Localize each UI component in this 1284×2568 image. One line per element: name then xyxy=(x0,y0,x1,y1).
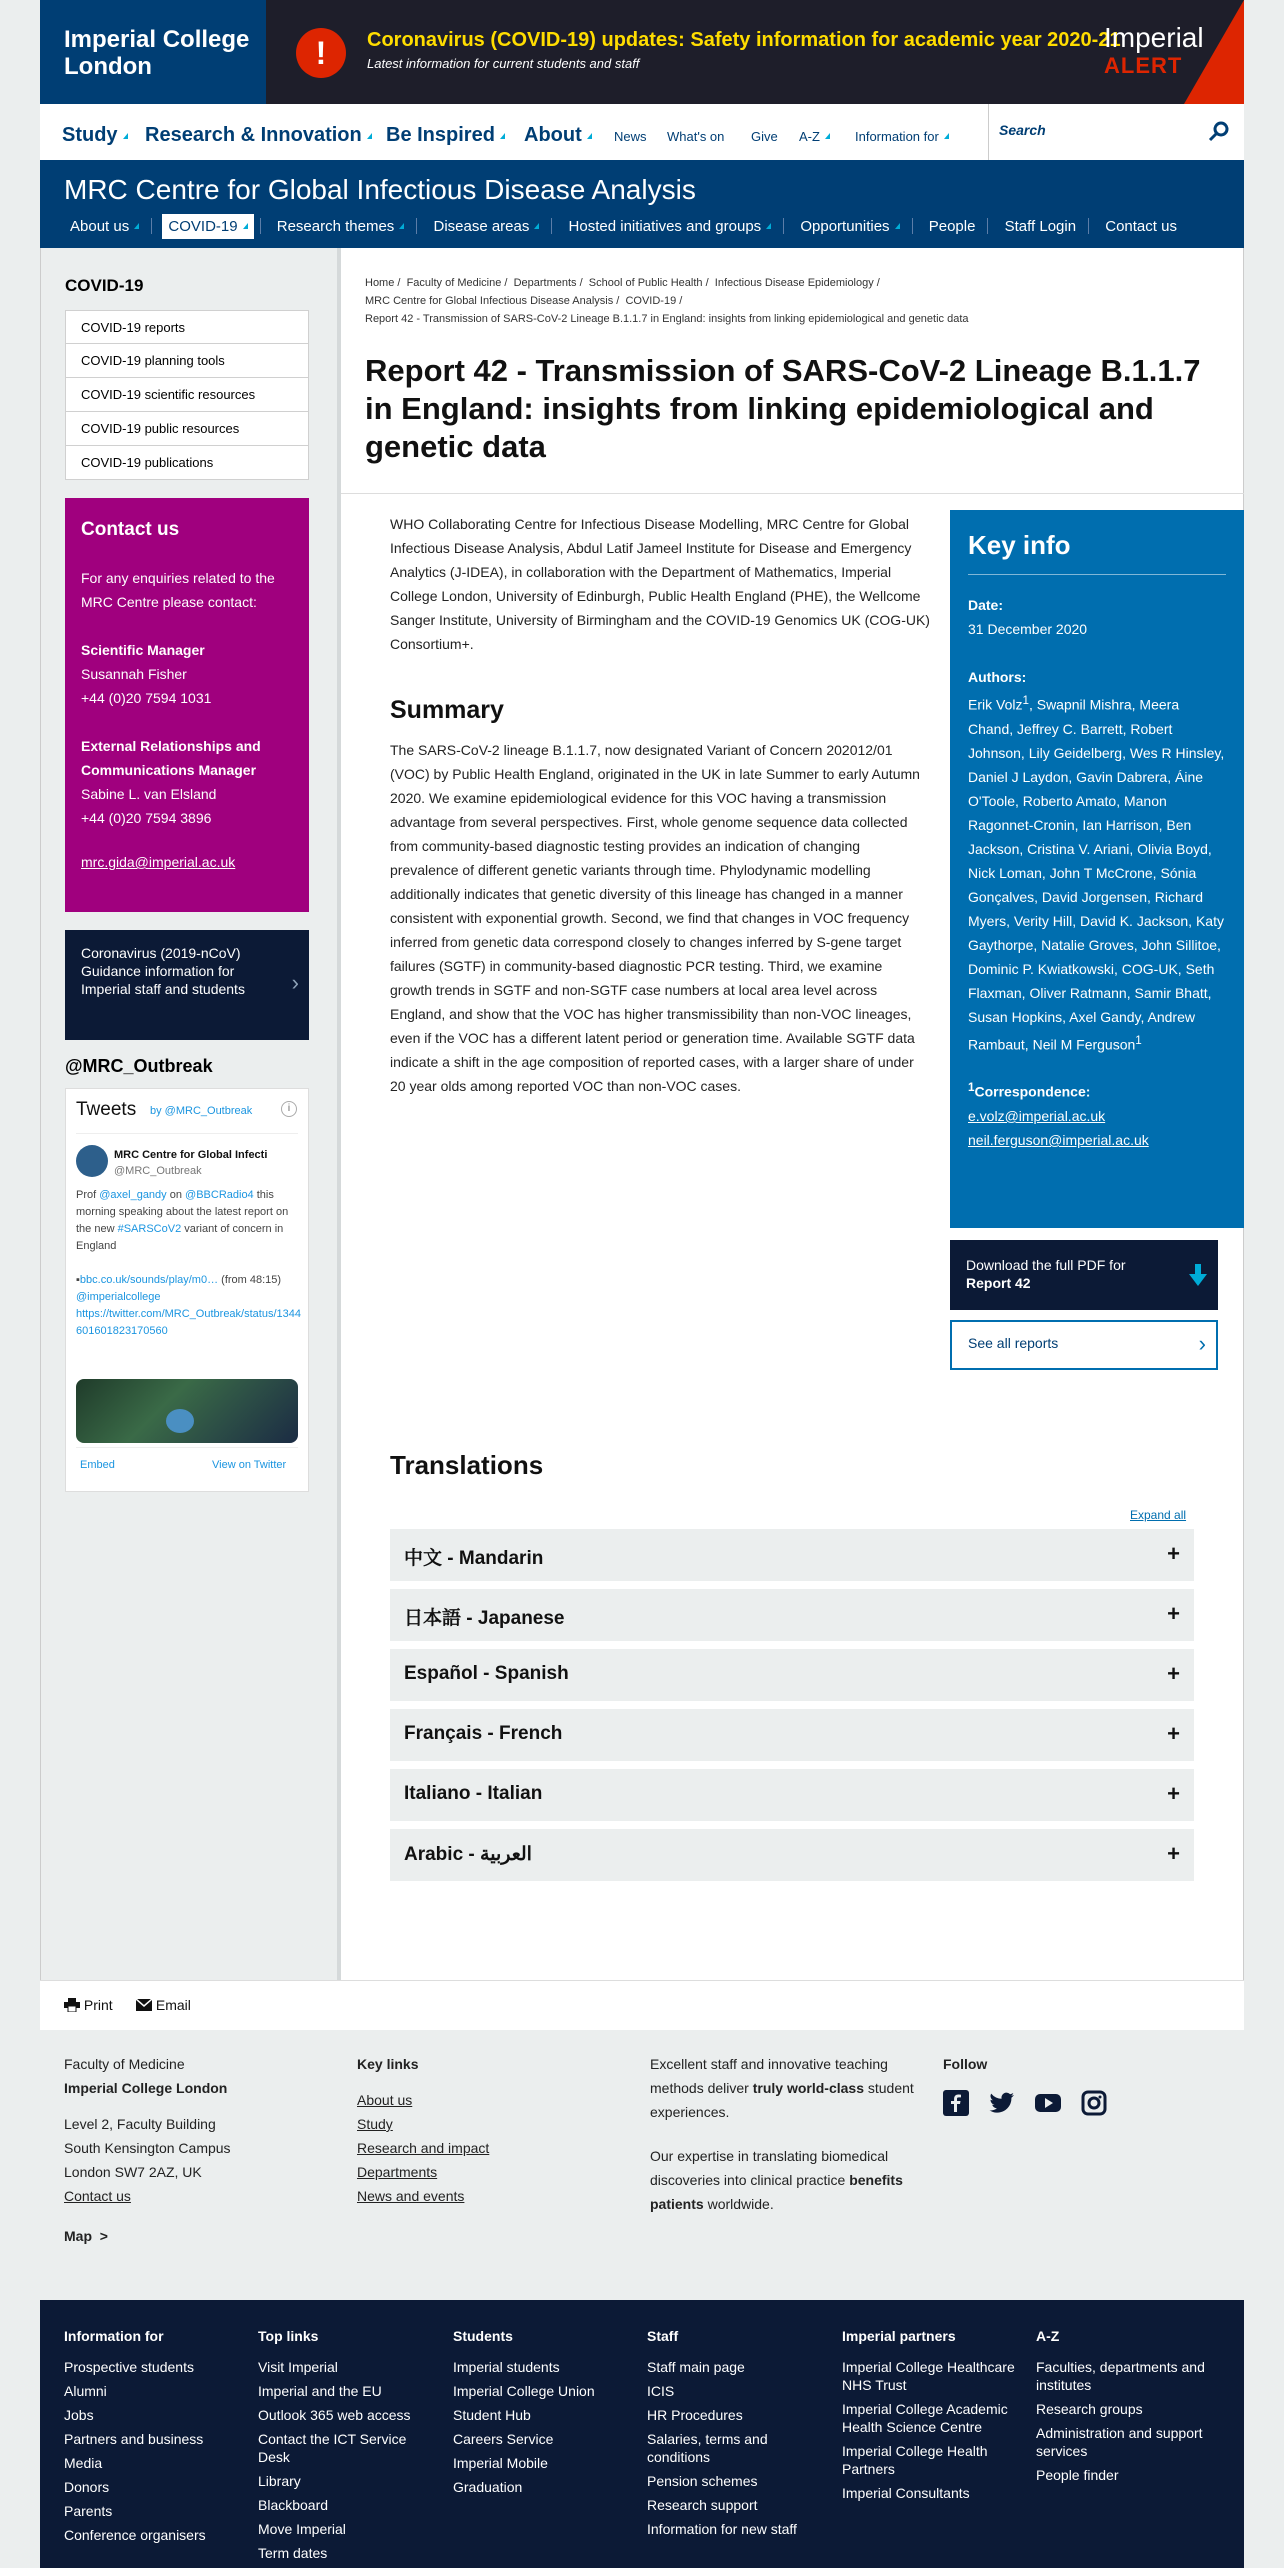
footer-blurb-text: worldwide. xyxy=(703,2196,774,2212)
alert-corner-decoration xyxy=(1184,0,1244,104)
avatar[interactable] xyxy=(76,1145,108,1177)
footer-blurb-text: Our expertise in translating biomedical discoveries into clinical practice xyxy=(650,2148,889,2188)
nav-divider xyxy=(551,218,552,234)
nav-divider xyxy=(151,218,152,234)
footer-blurb-2 xyxy=(650,2144,935,2216)
footer-column-heading: Information for xyxy=(64,2328,164,2344)
divider xyxy=(76,1447,298,1448)
contact-role-2: External Relationships and Communications Manager xyxy=(81,738,261,778)
print-label: Print xyxy=(83,1997,113,2013)
footer-link[interactable]: Administration and support services xyxy=(1036,2425,1203,2459)
department-navigation xyxy=(64,214,1189,239)
dept-nav-about-us[interactable] xyxy=(64,214,145,239)
caret-icon xyxy=(399,223,404,229)
accordion-italian[interactable] xyxy=(390,1769,1194,1821)
email-label: Email xyxy=(155,1997,191,2013)
authors-list xyxy=(968,689,1226,1056)
facebook-icon[interactable] xyxy=(943,2090,969,2116)
plus-icon: + xyxy=(1167,1721,1180,1746)
tweet-text-part: variant of concern in England xyxy=(76,1223,284,1252)
alert-bar xyxy=(40,0,1244,104)
footer-column-heading: Students xyxy=(453,2328,513,2344)
footer-column-imperial-partners xyxy=(842,2324,1022,2508)
covid-guidance-link[interactable] xyxy=(65,930,309,1040)
plus-icon: + xyxy=(1167,1841,1180,1866)
footer-key-link[interactable]: Research and impact xyxy=(357,2140,490,2156)
footer-link[interactable]: Jobs xyxy=(64,2407,94,2423)
footer-address-line: South Kensington Campus xyxy=(64,2140,231,2156)
accordion-arabic[interactable] xyxy=(390,1829,1194,1881)
tweets-by-link[interactable]: by @MRC_Outbreak xyxy=(150,1105,253,1117)
sidebar-item-reports[interactable]: COVID-19 reports xyxy=(65,310,309,344)
breadcrumb-separator: / xyxy=(702,277,715,289)
contact-intro: For any enquiries related to the MRC Centre please contact: xyxy=(81,570,275,610)
chevron-right-icon: > xyxy=(99,2228,108,2244)
department-title: MRC Centre for Global Infectious Disease Analysis xyxy=(64,174,696,205)
footer-link[interactable]: Careers Service xyxy=(453,2431,554,2447)
sidebar xyxy=(41,248,341,1980)
divider xyxy=(76,1133,298,1134)
page-title: Report 42 - Transmission of SARS-CoV-2 Lineage B.1.1.7 in England: insights from linking epidemiological and genetic data xyxy=(365,353,1201,464)
covid-guidance-label: Coronavirus (2019-nCoV) Guidance information for Imperial staff and students xyxy=(81,945,245,997)
tweet-text-part: on xyxy=(166,1189,186,1201)
translations-heading: Translations xyxy=(390,1450,544,1480)
footnote-marker: 1 xyxy=(1135,1033,1142,1047)
footer-contact-link[interactable]: Contact us xyxy=(64,2188,131,2204)
tweet-text-part: this morning speaking about the latest report on the new xyxy=(76,1189,289,1235)
tweet-mention-link[interactable]: @BBCRadio4 xyxy=(185,1189,254,1201)
footer-link[interactable]: Student Hub xyxy=(453,2407,531,2423)
tweet-account-handle: @MRC_Outbreak xyxy=(114,1165,202,1177)
footer-key-links-heading: Key links xyxy=(357,2056,419,2072)
envelope-icon xyxy=(136,1999,152,2011)
contact-name-1: Susannah Fisher xyxy=(81,666,187,682)
nav-whats-on[interactable]: What's on xyxy=(667,129,725,144)
contact-name-2: Sabine L. van Elsland xyxy=(81,786,217,802)
logo-line-1: Imperial College xyxy=(64,26,250,53)
tweet-mention-link[interactable]: @imperialcollege xyxy=(76,1291,161,1303)
nav-research-label: Research & Innovation xyxy=(145,124,362,146)
correspondence-label-text: Correspondence: xyxy=(974,1083,1091,1100)
footer-link[interactable]: Alumni xyxy=(64,2383,107,2399)
view-on-twitter-link[interactable]: View on Twitter xyxy=(212,1459,287,1471)
chevron-right-icon: › xyxy=(291,970,299,995)
plus-icon: + xyxy=(1167,1661,1180,1686)
caret-icon xyxy=(587,133,592,139)
footer-link[interactable]: Imperial Consultants xyxy=(842,2485,970,2501)
footer-link[interactable]: Media xyxy=(64,2455,103,2471)
footer-column-heading: Top links xyxy=(258,2328,319,2344)
contact-heading: Contact us xyxy=(81,519,180,540)
contact-email-link[interactable]: mrc.gida@imperial.ac.uk xyxy=(81,854,236,870)
breadcrumb-item[interactable]: School of Public Health xyxy=(588,277,703,289)
sidebar-links xyxy=(65,310,309,480)
footer-link[interactable]: Outlook 365 web access xyxy=(258,2407,411,2423)
footer-link[interactable]: Term dates xyxy=(258,2545,328,2561)
caret-icon xyxy=(123,133,128,139)
dept-nav-staff-login[interactable]: Staff Login xyxy=(1004,218,1077,235)
search-icon[interactable] xyxy=(1207,120,1231,144)
see-all-reports-button[interactable] xyxy=(950,1320,1218,1370)
accordion-french[interactable] xyxy=(390,1709,1194,1761)
footer-link[interactable]: Imperial College Healthcare NHS Trust xyxy=(842,2359,1015,2393)
caret-icon xyxy=(895,223,900,229)
alert-brand: Imperial xyxy=(1104,22,1204,53)
department-header xyxy=(40,160,1244,248)
nav-divider xyxy=(987,218,988,234)
nav-information-for[interactable] xyxy=(855,129,949,144)
footer-link[interactable]: Imperial Mobile xyxy=(453,2455,548,2471)
accordion-label: Arabic - العربية xyxy=(404,1844,532,1865)
logo-line-2: London xyxy=(64,53,152,80)
accordion-label: 中文 - Mandarin xyxy=(404,1548,544,1569)
nav-divider xyxy=(783,218,784,234)
nav-divider xyxy=(1088,218,1089,234)
footer-column-information-for xyxy=(64,2324,244,2550)
footer-link[interactable]: Prospective students xyxy=(64,2359,194,2375)
footer-key-link[interactable]: Departments xyxy=(357,2164,438,2180)
accordion-label: Español - Spanish xyxy=(404,1663,569,1684)
dept-nav-hosted-label: Hosted initiatives and groups xyxy=(568,218,762,235)
tweet-account-name[interactable]: MRC Centre for Global Infecti xyxy=(114,1149,268,1161)
footer-column-top-links xyxy=(258,2324,438,2568)
alert-brand-alert: ALERT xyxy=(1104,53,1183,78)
footer-blurb xyxy=(650,2052,935,2216)
breadcrumb-item[interactable]: Departments xyxy=(513,277,577,289)
search-input[interactable] xyxy=(999,122,1199,138)
tweet-hashtag-link[interactable]: #SARSCoV2 xyxy=(117,1223,182,1235)
footer-follow xyxy=(943,2052,1123,2123)
caret-icon xyxy=(134,223,139,229)
footer-column-students xyxy=(453,2324,633,2502)
download-pdf-label: Download the full PDF for xyxy=(966,1257,1126,1273)
tweet-media-image[interactable] xyxy=(76,1379,298,1443)
printer-icon xyxy=(64,1998,80,2012)
footer-address-line: London SW7 2AZ, UK xyxy=(64,2164,202,2180)
accordion-japanese[interactable] xyxy=(390,1589,1194,1641)
nav-about-label: About xyxy=(524,124,582,146)
nav-about[interactable] xyxy=(524,124,592,147)
footer-faculty: Faculty of Medicine xyxy=(64,2056,185,2072)
footer-link[interactable]: Graduation xyxy=(453,2479,523,2495)
share-bar xyxy=(40,1980,1244,2030)
footer-follow-heading: Follow xyxy=(943,2056,988,2072)
caret-icon xyxy=(534,223,539,229)
footer-address-line: Level 2, Faculty Building xyxy=(64,2116,216,2132)
footer-link[interactable]: ICIS xyxy=(647,2383,675,2399)
contact-role-1: Scientific Manager xyxy=(81,642,205,658)
instagram-icon[interactable] xyxy=(1081,2090,1107,2116)
dept-nav-people[interactable]: People xyxy=(928,218,976,235)
download-pdf-button[interactable] xyxy=(950,1240,1218,1310)
footer-link[interactable]: Imperial students xyxy=(453,2359,560,2375)
intro-paragraph: WHO Collaborating Centre for Infectious Disease Modelling, MRC Centre for Global Infectious Disease Analysis, Abdul Latif Jameel Institute for Disease and Emergency Analytics (J-IDEA), in collaboration with the Department of Mathematics, Imperial College London, University of Edinburgh, Public Health England (PHE), the Wellcome Sanger Institute, University of Birmingham and the COVID-19 Genomics UK (COG-UK) Consortium+. xyxy=(390,516,930,652)
dept-nav-about-us-label: About us xyxy=(70,218,130,235)
footer-key-link[interactable]: News and events xyxy=(357,2188,465,2204)
breadcrumb-item[interactable]: MRC Centre for Global Infectious Disease Analysis xyxy=(365,295,614,307)
nav-news[interactable]: News xyxy=(614,129,647,144)
nav-study[interactable] xyxy=(62,124,128,147)
footer-link[interactable]: Conference organisers xyxy=(64,2527,206,2543)
alert-title-link[interactable]: Coronavirus (COVID-19) updates: Safety information for academic year 2020-21 xyxy=(367,29,1121,51)
search-box xyxy=(988,104,1244,160)
info-icon[interactable]: i xyxy=(281,1101,297,1117)
dept-nav-opportunities[interactable] xyxy=(794,214,905,239)
title-divider xyxy=(341,493,1244,494)
footer-blurb-bold: truly world-class xyxy=(752,2080,864,2096)
breadcrumb-separator: / xyxy=(576,277,589,289)
breadcrumb-separator: / xyxy=(394,277,407,289)
imperial-logo[interactable] xyxy=(40,0,266,104)
caret-icon xyxy=(766,223,771,229)
accordion-spanish[interactable] xyxy=(390,1649,1194,1701)
footer-link[interactable]: Parents xyxy=(64,2503,113,2519)
plus-icon: + xyxy=(1167,1541,1180,1566)
footer-column-heading: Staff xyxy=(647,2328,679,2344)
sidebar-item-publications[interactable]: COVID-19 publications xyxy=(65,446,309,480)
footer-column-a-z xyxy=(1036,2324,1216,2490)
footer-link[interactable]: Salaries, terms and conditions xyxy=(647,2431,768,2465)
microphone-icon xyxy=(166,1409,194,1433)
accordion-mandarin[interactable] xyxy=(390,1529,1194,1581)
tweet-url-link[interactable]: bbc.co.uk/sounds/play/m0… xyxy=(79,1274,219,1286)
footer-column-heading: A-Z xyxy=(1036,2328,1060,2344)
contact-box xyxy=(65,498,309,912)
tweet-text-part: (from 48:15) xyxy=(218,1274,282,1286)
nav-be-inspired-label: Be Inspired xyxy=(386,124,495,146)
main-navigation xyxy=(40,104,1244,160)
footer-link[interactable]: Imperial College Union xyxy=(453,2383,595,2399)
contact-phone-2: +44 (0)20 7594 3896 xyxy=(81,810,212,826)
nav-divider xyxy=(912,218,913,234)
authors-label: Authors: xyxy=(968,669,1027,685)
footer-college: Imperial College London xyxy=(64,2080,228,2096)
footer-link[interactable]: Contact the ICT Service Desk xyxy=(258,2431,407,2465)
print-button[interactable] xyxy=(64,1997,113,2013)
dept-nav-opportunities-label: Opportunities xyxy=(800,218,890,235)
dept-nav-covid-19[interactable] xyxy=(162,214,253,239)
nav-be-inspired[interactable] xyxy=(386,124,505,147)
summary-paragraph: The SARS-CoV-2 lineage B.1.1.7, now designated Variant of Concern 202012/01 (VOC) by Public Health England, originated in the UK in late Summer to early Autumn 2020. We examine epidemiological evidence for this VOC having a transmission advantage from several perspectives. First, whole genome sequence data collected from community-based diagnostic testing provides an indication of changing prevalence of different genetic variants through time. Phylodynamic modelling additionally indicates that genetic diversity of this lineage has changed in a manner consistent with exponential growth. Second, we find that changes in VOC frequency inferred from genetic data correspond closely to changes inferred by S-gene target failures (SGTF) in community-based diagnostic PCR testing. Third, we examine growth trends in SGTF and non-SGTF case numbers at local area level across England, and show that the VOC has higher transmissibility than non-VOC lineages, even if the VOC has a different latent period or generation time. Available SGTF data indicate a shift in the age composition of reported cases, with a larger share of under 20 year olds among reported VOC than non-VOC cases. xyxy=(390,742,920,1094)
breadcrumb-current: Report 42 - Transmission of SARS-CoV-2 Lineage B.1.1.7 in England: insights from linking epidemiological and genetic data xyxy=(365,313,969,325)
plus-icon: + xyxy=(1167,1601,1180,1626)
footer-link[interactable]: Blackboard xyxy=(258,2497,329,2513)
plus-icon: + xyxy=(1167,1781,1180,1806)
footer-link[interactable]: Imperial College Health Partners xyxy=(842,2443,988,2477)
footer-link[interactable]: Pension schemes xyxy=(647,2473,758,2489)
dept-nav-research-themes-label: Research themes xyxy=(276,218,395,235)
twitter-handle-heading: @MRC_Outbreak xyxy=(65,1056,213,1076)
breadcrumb-separator: / xyxy=(501,277,514,289)
footer-key-link[interactable]: About us xyxy=(357,2092,413,2108)
footer-link[interactable]: Imperial College Academic Health Science Centre xyxy=(842,2401,1008,2435)
chevron-right-icon: › xyxy=(1198,1331,1206,1356)
breadcrumb-item[interactable]: COVID-19 xyxy=(625,295,677,307)
caret-icon xyxy=(944,133,949,139)
twitter-widget xyxy=(65,1088,309,1492)
footer-map-label: Map xyxy=(64,2228,92,2244)
twitter-icon[interactable] xyxy=(989,2090,1015,2116)
caret-icon xyxy=(367,133,372,139)
tweet-status-link[interactable]: https://twitter.com/MRC_Outbreak/status/1344601601823170560 xyxy=(76,1308,301,1337)
footer-link[interactable]: Donors xyxy=(64,2479,110,2495)
correspondence-label xyxy=(968,1076,1226,1104)
breadcrumb-item[interactable]: Infectious Disease Epidemiology xyxy=(714,277,874,289)
contact-phone-1: +44 (0)20 7594 1031 xyxy=(81,690,212,706)
dept-nav-disease-areas[interactable] xyxy=(427,214,545,239)
email-link-volz[interactable]: e.volz@imperial.ac.uk xyxy=(968,1107,1106,1124)
breadcrumb-separator: / xyxy=(873,277,880,289)
tweets-title: Tweets xyxy=(76,1099,137,1120)
footer-key-links xyxy=(357,2052,489,2208)
footer-column-staff xyxy=(647,2324,827,2544)
caret-icon xyxy=(500,133,505,139)
summary-heading: Summary xyxy=(390,696,504,724)
report-date: 31 December 2020 xyxy=(968,621,1088,637)
footnote-marker: 1 xyxy=(1022,694,1029,707)
footnote-marker: 1 xyxy=(968,1081,975,1095)
footer-link[interactable]: Visit Imperial xyxy=(258,2359,338,2375)
nav-research-innovation[interactable] xyxy=(145,124,372,147)
footer-link[interactable]: Research groups xyxy=(1036,2401,1143,2417)
caret-icon xyxy=(825,133,830,139)
footer-link[interactable]: Information for new staff xyxy=(647,2521,797,2537)
accordion-label: Français - French xyxy=(404,1723,563,1744)
tweet-mention-link[interactable]: @axel_gandy xyxy=(99,1189,167,1201)
nav-information-for-label: Information for xyxy=(855,129,939,144)
expand-all-link[interactable]: Expand all xyxy=(1130,1508,1187,1522)
dept-nav-hosted-initiatives[interactable] xyxy=(563,214,778,239)
nav-a-z[interactable] xyxy=(799,129,830,144)
accordion-label: Italiano - Italian xyxy=(404,1783,543,1804)
sidebar-item-scientific-resources[interactable]: COVID-19 scientific resources xyxy=(65,378,309,412)
footer-key-link[interactable]: Study xyxy=(357,2116,393,2132)
download-arrow-icon xyxy=(1188,1264,1208,1286)
date-label: Date: xyxy=(968,597,1004,613)
caret-icon xyxy=(243,223,248,229)
key-info-box xyxy=(950,510,1244,1228)
tweets-embed-link[interactable]: Embed xyxy=(80,1459,115,1471)
accordion-label: 日本語 - Japanese xyxy=(404,1608,565,1629)
nav-study-label: Study xyxy=(62,124,118,146)
dept-nav-research-themes[interactable] xyxy=(271,214,411,239)
authors-first: Erik Volz xyxy=(968,696,1023,713)
sidebar-heading: COVID-19 xyxy=(65,276,144,295)
email-button[interactable] xyxy=(136,1997,191,2013)
footer-blurb-bold: benefits patients xyxy=(650,2172,903,2212)
footer-link[interactable]: Staff main page xyxy=(647,2359,745,2375)
footer-link[interactable]: Research support xyxy=(647,2497,758,2513)
breadcrumb-item[interactable]: Faculty of Medicine xyxy=(406,277,502,289)
download-pdf-report: Report 42 xyxy=(966,1275,1031,1291)
breadcrumb-item[interactable]: Home xyxy=(365,277,395,289)
footer-link[interactable]: HR Procedures xyxy=(647,2407,743,2423)
footer-link[interactable]: Imperial and the EU xyxy=(258,2383,382,2399)
tweet-text-part: Prof xyxy=(76,1189,100,1201)
footer-links xyxy=(40,2300,1244,2568)
nav-a-z-label: A-Z xyxy=(799,129,820,144)
nav-give[interactable]: Give xyxy=(751,129,778,144)
footer-link[interactable]: Faculties, departments and institutes xyxy=(1036,2359,1205,2393)
tweet-text xyxy=(76,1187,301,1340)
authors-rest: , Swapnil Mishra, Meera Chand, Jeffrey C. Barrett, Robert Johnson, Lily Geidelberg, Wes R Hinsley, Daniel J Laydon, Gavin Dabrera, Áine O'Toole, Roberto Amato, Manon Ragonnet-Cronin, Ian Harrison, Ben Jackson, Cristina V. Ariani, Olivia Boyd, Nick Loman, John T McCrone, Sónia Gonçalves, David Jorgensen, Richard Myers, Verity Hill, David K. Jackson, Katy Gaythorpe, Natalie Groves, John Sillitoe, Dominic P. Kwiatkowski, COG-UK, Seth Flaxman, Oliver Ratmann, Samir Bhatt, Susan Hopkins, Axel Gandy, Andrew Rambaut, Neil M Ferguson xyxy=(968,696,1225,1053)
youtube-icon[interactable] xyxy=(1035,2090,1061,2116)
footer-blurb-text: student experiences. xyxy=(650,2080,914,2120)
alert-icon: ! xyxy=(296,28,346,78)
alert-subtitle: Latest information for current students and staff xyxy=(367,56,640,71)
breadcrumb-separator: / xyxy=(676,295,683,307)
radio-icon: ▪ xyxy=(76,1274,80,1286)
footer-column-heading: Imperial partners xyxy=(842,2328,956,2344)
footer-map-link[interactable] xyxy=(64,2224,231,2248)
dept-nav-contact-us[interactable]: Contact us xyxy=(1105,218,1177,235)
footer-blurb-1 xyxy=(650,2052,935,2124)
footer-blurb-text: Excellent staff and innovative teaching methods deliver xyxy=(650,2056,888,2096)
see-all-reports-label: See all reports xyxy=(968,1335,1059,1351)
footer-link[interactable]: People finder xyxy=(1036,2467,1119,2483)
footer-link[interactable]: Move Imperial xyxy=(258,2521,346,2537)
footer-address xyxy=(64,2052,231,2248)
nav-divider xyxy=(260,218,261,234)
footer-info xyxy=(40,2030,1244,2300)
footer-link[interactable]: Partners and business xyxy=(64,2431,204,2447)
key-info-heading: Key info xyxy=(968,528,1226,575)
dept-nav-covid-label: COVID-19 xyxy=(168,218,238,235)
breadcrumb-separator: / xyxy=(613,295,626,307)
dept-nav-disease-areas-label: Disease areas xyxy=(433,218,530,235)
email-link-ferguson[interactable]: neil.ferguson@imperial.ac.uk xyxy=(968,1131,1149,1148)
breadcrumb xyxy=(365,274,1045,328)
footer-link[interactable]: Library xyxy=(258,2473,301,2489)
sidebar-item-planning-tools[interactable]: COVID-19 planning tools xyxy=(65,344,309,378)
spacer xyxy=(76,1255,301,1272)
sidebar-item-public-resources[interactable]: COVID-19 public resources xyxy=(65,412,309,446)
nav-divider xyxy=(416,218,417,234)
